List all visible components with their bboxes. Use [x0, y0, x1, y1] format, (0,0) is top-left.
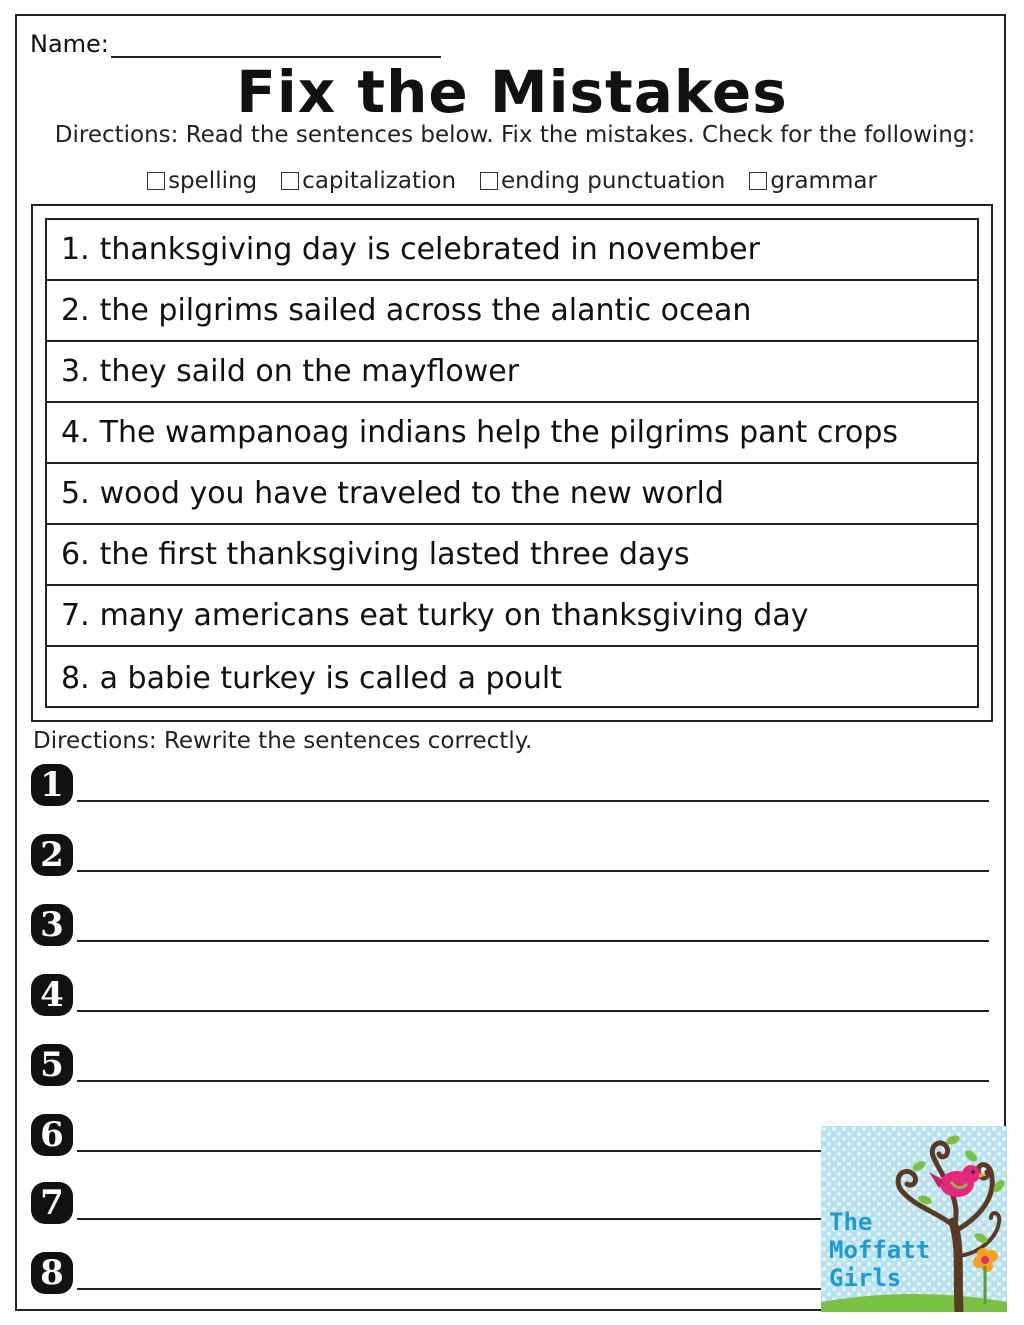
- sentence-text: the pilgrims sailed across the alantic ocean: [99, 293, 752, 328]
- sentence-number: 8.: [61, 660, 90, 696]
- rewrite-row-3: [31, 900, 989, 948]
- answer-line[interactable]: [77, 1080, 989, 1082]
- rewrite-row-7: [31, 1178, 821, 1226]
- check-label: capitalization: [302, 168, 457, 194]
- name-field: [30, 30, 441, 58]
- rewrite-row-5: [31, 1040, 989, 1088]
- sentence-text: a babie turkey is called a poult: [99, 660, 563, 696]
- answer-line[interactable]: [77, 1218, 821, 1220]
- sentence-text: they saild on the mayflower: [99, 354, 520, 389]
- name-write-line[interactable]: [111, 30, 441, 58]
- check-ending-punctuation[interactable]: [480, 168, 725, 194]
- sentence-text: many americans eat turky on thanksgiving day: [99, 598, 809, 633]
- moffatt-girls-logo: [821, 1126, 1007, 1312]
- answer-line[interactable]: [77, 1288, 821, 1290]
- sentence-number: 1.: [61, 232, 90, 267]
- sentence-row: [47, 281, 977, 342]
- number-badge-icon: 7: [31, 1182, 73, 1224]
- number-badge-icon: 8: [31, 1252, 73, 1294]
- checklist: [0, 168, 1024, 194]
- sentence-row: [47, 586, 977, 647]
- sentence-number: 6.: [61, 537, 90, 572]
- sentence-row: [47, 525, 977, 586]
- checkbox-icon[interactable]: [147, 172, 165, 190]
- number-badge-icon: 3: [31, 904, 73, 946]
- sentence-row: [47, 464, 977, 525]
- check-spelling[interactable]: [147, 168, 257, 194]
- answer-line[interactable]: [77, 1150, 821, 1152]
- number-badge-icon: 4: [31, 974, 73, 1016]
- page-title: Fix the Mistakes: [236, 58, 788, 126]
- rewrite-row-6: [31, 1110, 821, 1158]
- answer-line[interactable]: [77, 940, 989, 942]
- sentence-number: 5.: [61, 476, 90, 511]
- sentences-box: [31, 204, 993, 722]
- directions-text: Directions: Read the sentences below. Fix the mistakes. Check for the following:: [54, 122, 976, 148]
- sentence-number: 7.: [61, 598, 90, 633]
- number-badge-icon: 1: [31, 764, 73, 806]
- sentence-number: 2.: [61, 293, 90, 328]
- checkbox-icon[interactable]: [480, 172, 498, 190]
- check-label: ending punctuation: [501, 168, 726, 194]
- number-badge-icon: 2: [31, 834, 73, 876]
- sentence-number: 3.: [61, 354, 90, 389]
- logo-text-girls: Girls: [829, 1264, 902, 1292]
- check-label: spelling: [168, 168, 258, 194]
- number-badge-icon: 5: [31, 1044, 73, 1086]
- rewrite-row-4: [31, 970, 989, 1018]
- sentence-row: [47, 647, 977, 709]
- rewrite-row-1: [31, 760, 989, 808]
- sentence-text: The wampanoag indians help the pilgrims pant crops: [99, 415, 899, 450]
- sentence-text: the first thanksgiving lasted three days: [99, 537, 690, 572]
- sentence-text: wood you have traveled to the new world: [99, 476, 724, 511]
- logo-text-moffatt: Moffatt: [829, 1236, 931, 1264]
- name-label: Name:: [30, 30, 109, 58]
- rewrite-directions: Directions: Rewrite the sentences correctly.: [33, 728, 533, 754]
- checkbox-icon[interactable]: [281, 172, 299, 190]
- tree-bird-logo-icon: [821, 1126, 1007, 1312]
- sentence-number: 4.: [61, 415, 90, 450]
- sentence-row: [47, 220, 977, 281]
- sentence-text: thanksgiving day is celebrated in november: [99, 232, 760, 267]
- logo-text-the: The: [829, 1208, 873, 1236]
- check-label: grammar: [770, 168, 877, 194]
- rewrite-row-2: [31, 830, 989, 878]
- answer-line[interactable]: [77, 1010, 989, 1012]
- number-badge-icon: 6: [31, 1114, 73, 1156]
- sentence-row: [47, 342, 977, 403]
- answer-line[interactable]: [77, 800, 989, 802]
- check-capitalization[interactable]: [281, 168, 456, 194]
- sentence-row: [47, 403, 977, 464]
- check-grammar[interactable]: [749, 168, 877, 194]
- answer-line[interactable]: [77, 870, 989, 872]
- rewrite-row-8: [31, 1248, 821, 1296]
- sentences-list: [45, 218, 979, 708]
- checkbox-icon[interactable]: [749, 172, 767, 190]
